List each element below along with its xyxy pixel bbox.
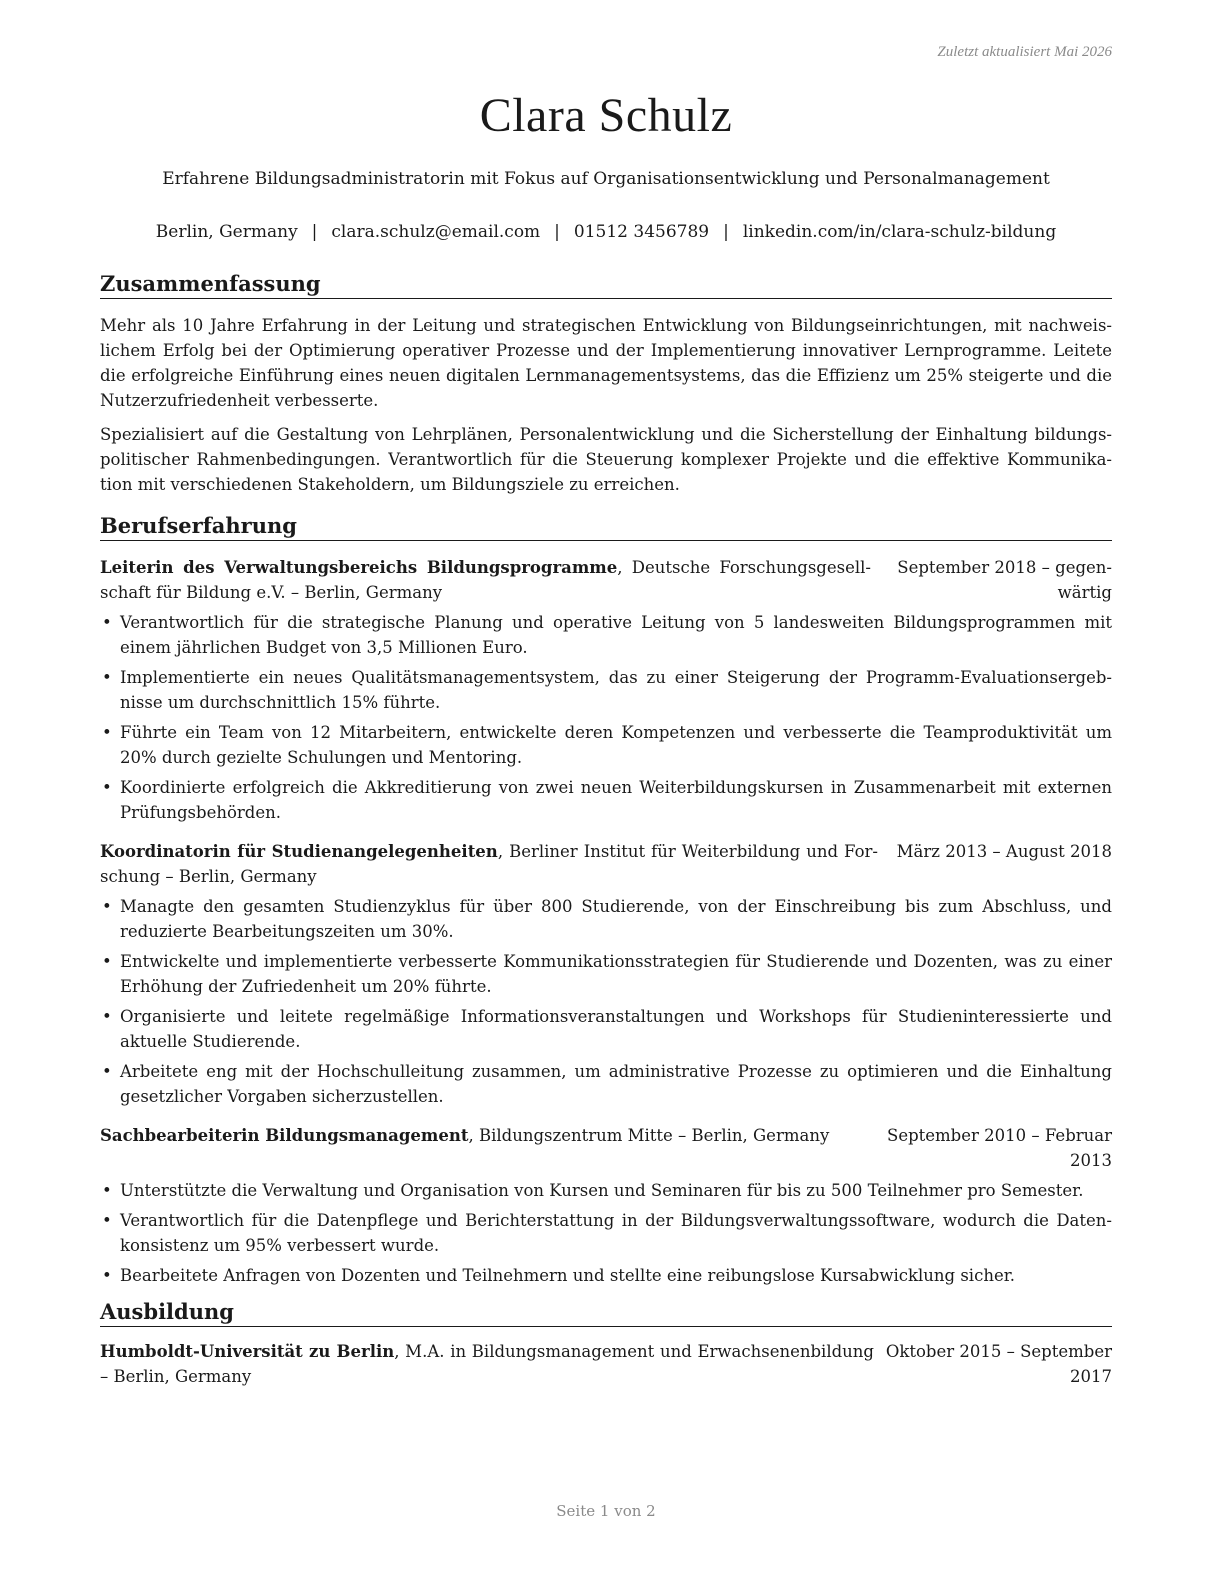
job-role: Koordinatorin für Studienangelegenheiten (100, 842, 498, 861)
education-entry (100, 1339, 1112, 1389)
list-item (100, 894, 1112, 944)
resume-page (100, 0, 1112, 1584)
job-header (100, 1123, 1112, 1173)
contact-phone[interactable]: 01512 3456789 (573, 222, 710, 242)
job-bullets (100, 610, 1112, 825)
job-title-org (100, 555, 871, 605)
contact-separator: | (554, 222, 560, 242)
bullet-text: Entwickelte und implementierte verbesserte Kommunikationsstrategien für Studierende und Dozenten, was zu einer Erhöhung der Zufriedenheit um 20% führte. (120, 952, 1112, 996)
bullet-text: Führte ein Team von 12 Mitarbeitern, entwickelte deren Kompetenzen und verbesserte die Teamproduktivität um 20% durch gezielte Schulungen und Mentoring. (120, 723, 1112, 767)
section-title-education: Ausbildung (100, 1298, 1112, 1327)
job-entry (100, 839, 1112, 1109)
job-title-org (100, 1123, 866, 1148)
list-item (100, 949, 1112, 999)
bullet-text: Managte den gesamten Studienzyklus für über 800 Studierende, von der Einschreibung bis zum Abschluss, und reduzierte Bearbeitungszeiten um 30%. (120, 897, 1112, 941)
bullet-text: Verantwortlich für die Datenpflege und Berichterstattung in der Bildungsverwaltungssoftware, wodurch die Datenkonsistenz um 95% verbessert wurde. (120, 1211, 1112, 1255)
bullet-text: Koordinierte erfolgreich die Akkreditierung von zwei neuen Weiterbildungskursen in Zusammenarbeit mit externen Prüfungsbehörden. (120, 778, 1112, 822)
bullet-text: Verantwortlich für die strategische Planung und operative Leitung von 5 landesweiten Bildungsprogrammen mit einem jährlichen Budget von 3,5 Millionen Euro. (120, 613, 1112, 657)
bullet-icon: • (102, 668, 112, 687)
summary-paragraph: Mehr als 10 Jahre Erfahrung in der Leitung und strategischen Entwicklung von Bildungseinrichtungen, mit nachweislichem Erfolg bei der Optimierung operativer Prozesse und der Implementierung innovativer Lernprogramme. Leitete die erfolgreiche Einführung eines neuen digitalen Lernmanagementsystems, das die Effizienz um 25% steigerte und die Nutzerzufriedenheit verbesserte. (100, 316, 1112, 410)
job-role: Leiterin des Verwaltungsbereichs Bildungsprogramme (100, 558, 618, 577)
bullet-icon: • (102, 1211, 112, 1230)
bullet-text: Implementierte ein neues Qualitätsmanagementsystem, das zu einer Steigerung der Programm-Evaluationsergebnisse um durchschnittlich 15% führte. (120, 668, 1112, 712)
section-title-experience: Berufserfahrung (100, 512, 1112, 541)
contact-linkedin[interactable]: linkedin.com/in/clara-schulz-bildung (742, 222, 1057, 242)
bullet-icon: • (102, 897, 112, 916)
contact-location: Berlin, Germany (155, 222, 298, 242)
bullet-text: Arbeitete eng mit der Hochschulleitung zusammen, um administrative Prozesse zu optimieren und die Einhaltung gesetzlicher Vorgaben sicherzustellen. (120, 1062, 1112, 1106)
job-title-org (100, 839, 878, 889)
list-item (100, 1004, 1112, 1054)
page-number: Seite 1 von 2 (556, 1502, 656, 1520)
bullet-text: Bearbeitete Anfragen von Dozenten und Teilnehmern und stellte eine reibungslose Kursabwicklung sicher. (120, 1266, 1016, 1285)
bullet-icon: • (102, 613, 112, 632)
contact-separator: | (311, 222, 318, 242)
education-detail: , M.A. in Bildungsmanagement und Erwachsenenbildung – Berlin, Germany (100, 1342, 874, 1386)
list-item (100, 665, 1112, 715)
job-dates: September 2010 – Februar 2013 (887, 1126, 1112, 1170)
education-dates: Oktober 2015 – September 2017 (885, 1342, 1112, 1386)
job-org: , Berliner Institut für Weiterbildung und Forschung – Berlin, Germany (100, 842, 878, 886)
bullet-icon: • (102, 1062, 112, 1081)
bullet-icon: • (102, 1181, 112, 1200)
education-school: Humboldt-Universität zu Berlin (100, 1342, 395, 1361)
bullet-icon: • (102, 778, 112, 797)
bullet-text: Unterstützte die Verwaltung und Organisation von Kursen und Seminaren für bis zu 500 Teilnehmer pro Semester. (120, 1181, 1084, 1200)
contact-separator: | (723, 222, 729, 242)
job-org: , Deutsche Forschungsgesellschaft für Bildung e.V. – Berlin, Germany (100, 558, 871, 602)
bullet-icon: • (102, 1266, 112, 1285)
job-bullets (100, 1178, 1112, 1288)
education-school-degree (100, 1339, 874, 1389)
section-title-summary: Zusammenfassung (100, 270, 1112, 299)
bullet-icon: • (102, 952, 112, 971)
tagline: Erfahrene Bildungsadministratorin mit Fokus auf Organisationsentwicklung und Personalmanagement (162, 169, 1050, 189)
job-bullets (100, 894, 1112, 1109)
contact-email[interactable]: clara.schulz@email.com (331, 222, 541, 242)
list-item (100, 610, 1112, 660)
list-item (100, 720, 1112, 770)
job-entry (100, 1123, 1112, 1288)
contact-line (100, 221, 1112, 243)
list-item (100, 1178, 1112, 1203)
list-item (100, 1263, 1112, 1288)
list-item (100, 1208, 1112, 1258)
list-item (100, 775, 1112, 825)
bullet-icon: • (102, 723, 112, 742)
bullet-icon: • (102, 1007, 112, 1026)
resume-content (100, 270, 1112, 1389)
job-header (100, 555, 1112, 605)
candidate-name: Clara Schulz (479, 89, 733, 142)
job-header (100, 839, 1112, 889)
summary-paragraph: Spezialisiert auf die Gestaltung von Lehrplänen, Personalentwicklung und die Sicherstellung der Einhaltung bildungspolitischer Rahmenbedingungen. Verantwortlich für die Steuerung komplexer Projekte und die effektive Kommunikation mit verschiedenen Stakeholdern, um Bildungsziele zu erreichen. (100, 425, 1112, 494)
job-entry (100, 555, 1112, 825)
list-item (100, 1059, 1112, 1109)
last-updated: Zuletzt aktualisiert Mai 2026 (937, 44, 1112, 60)
bullet-text: Organisierte und leitete regelmäßige Informationsveranstaltungen und Workshops für Studieninteressierte und aktuelle Studierende. (120, 1007, 1112, 1051)
job-dates: März 2013 – August 2018 (896, 842, 1112, 861)
job-role: Sachbearbeiterin Bildungsmanagement (100, 1126, 469, 1145)
job-org: , Bildungszentrum Mitte – Berlin, Germany (468, 1126, 830, 1145)
job-dates: September 2018 – gegenwärtig (897, 558, 1112, 602)
